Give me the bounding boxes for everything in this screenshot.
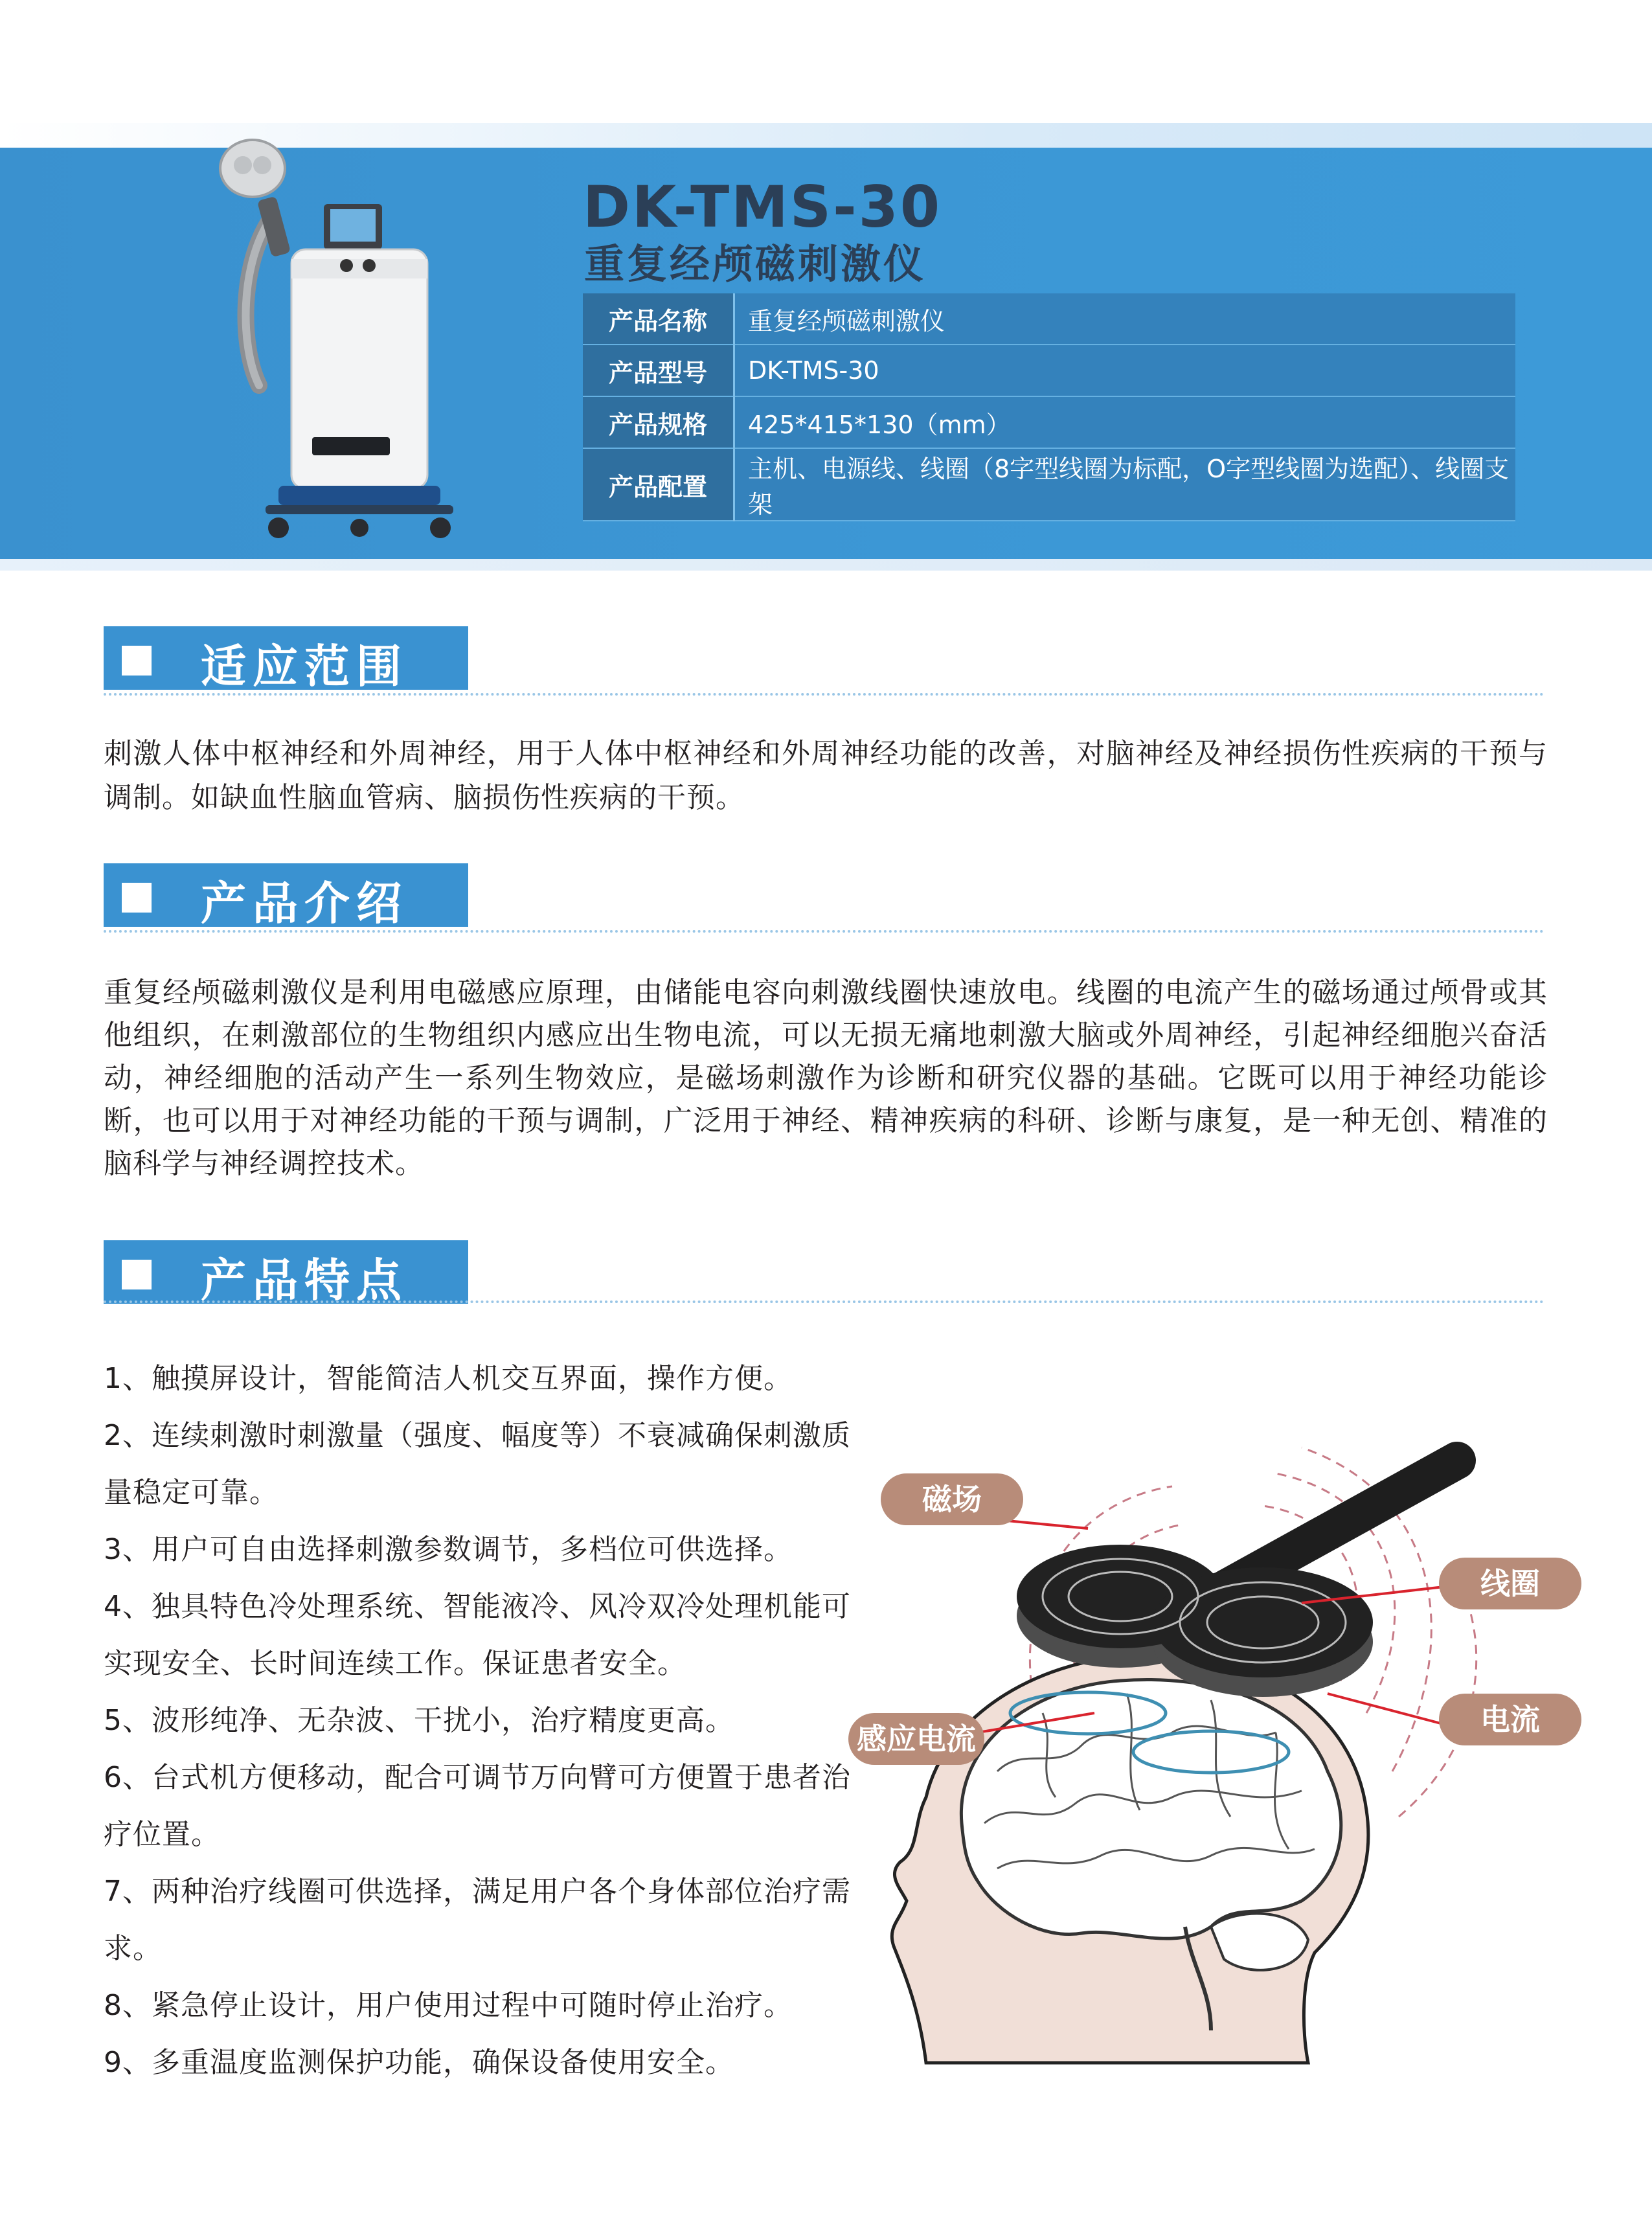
- banner-bottom-gradient: [0, 559, 1652, 571]
- product-name-title: 重复经颅磁刺激仪: [584, 240, 927, 288]
- list-item: 4、独具特色冷处理系统、智能液冷、风冷双冷处理机能可实现安全、长时间连续工作。保证患者安全。: [104, 1590, 851, 1680]
- section-title: 产品特点: [201, 1254, 408, 1307]
- label-coil: 线圈: [1439, 1558, 1581, 1609]
- section-title: 产品介绍: [201, 877, 408, 930]
- tms-diagram: [848, 1409, 1593, 2076]
- model-title: DK-TMS-30: [583, 174, 942, 240]
- dotted-divider: [104, 1300, 1545, 1303]
- spec-value: 425*415*130（mm）: [734, 396, 1516, 448]
- label-induced-current: 感应电流: [848, 1713, 984, 1765]
- list-item: 2、连续刺激时刺激量（强度、幅度等）不衰减确保刺激质量稳定可靠。: [104, 1419, 851, 1509]
- spec-value: 重复经颅磁刺激仪: [734, 293, 1516, 345]
- square-bullet-icon: [122, 883, 152, 913]
- dotted-divider: [104, 930, 1545, 933]
- list-item: 7、两种治疗线圈可供选择，满足用户各个身体部位治疗需求。: [104, 1875, 851, 1965]
- spec-value: 主机、电源线、线圈（8字型线圈为标配，O字型线圈为选配）、线圈支架: [734, 448, 1516, 521]
- list-item: 1、触摸屏设计，智能简洁人机交互界面，操作方便。: [104, 1362, 793, 1395]
- spec-label: 产品规格: [583, 396, 734, 448]
- section-title: 适应范围: [201, 640, 408, 693]
- spec-row: [583, 448, 1515, 521]
- spec-row: [583, 293, 1515, 345]
- list-item: 5、波形纯净、无杂波、干扰小，治疗精度更高。: [104, 1704, 734, 1737]
- spec-row: [583, 396, 1515, 448]
- list-item: 8、紧急停止设计，用户使用过程中可随时停止治疗。: [104, 1989, 793, 2022]
- intro-paragraph: 重复经颅磁刺激仪是利用电磁感应原理，由储能电容向刺激线圈快速放电。线圈的电流产生的磁场通过颅骨或其他组织，在刺激部位的生物组织内感应出生物电流，可以无损无痛地刺激大脑或外周神经，引起神经细胞兴奋活动，神经细胞的活动产生一系列生物效应，是磁场刺激作为诊断和研究仪器的基础。它既可以用于神经功能诊断，也可以用于对神经功能的干预与调制，广泛用于神经、精神疾病的科研、诊断与康复，是一种无创、精准的脑科学与神经调控技术。: [104, 976, 1548, 1180]
- label-current: 电流: [1439, 1694, 1581, 1745]
- spec-value: DK-TMS-30: [734, 345, 1516, 396]
- label-magnetic-field: 磁场: [881, 1473, 1023, 1525]
- section-header-features: [104, 1240, 468, 1307]
- list-item: 6、台式机方便移动，配合可调节万向臂可方便置于患者治疗位置。: [104, 1761, 851, 1851]
- scope-paragraph: 刺激人体中枢神经和外周神经，用于人体中枢神经和外周神经功能的改善，对脑神经及神经损伤性疾病的干预与调制。如缺血性脑血管病、脑损伤性疾病的干预。: [104, 737, 1548, 814]
- square-bullet-icon: [122, 646, 152, 676]
- dotted-divider: [104, 693, 1545, 696]
- list-item: 9、多重温度监测保护功能，确保设备使用安全。: [104, 2046, 734, 2079]
- spec-label: 产品配置: [583, 448, 734, 521]
- list-item: 3、用户可自由选择刺激参数调节，多档位可供选择。: [104, 1533, 793, 1566]
- feature-list: [104, 1350, 858, 2091]
- spec-label: 产品型号: [583, 345, 734, 396]
- section-header-scope: [104, 626, 468, 693]
- spec-row: [583, 345, 1515, 396]
- device-image: [214, 133, 473, 547]
- section-header-intro: [104, 863, 468, 930]
- square-bullet-icon: [122, 1260, 152, 1289]
- spec-label: 产品名称: [583, 293, 734, 345]
- spec-table: [583, 293, 1515, 521]
